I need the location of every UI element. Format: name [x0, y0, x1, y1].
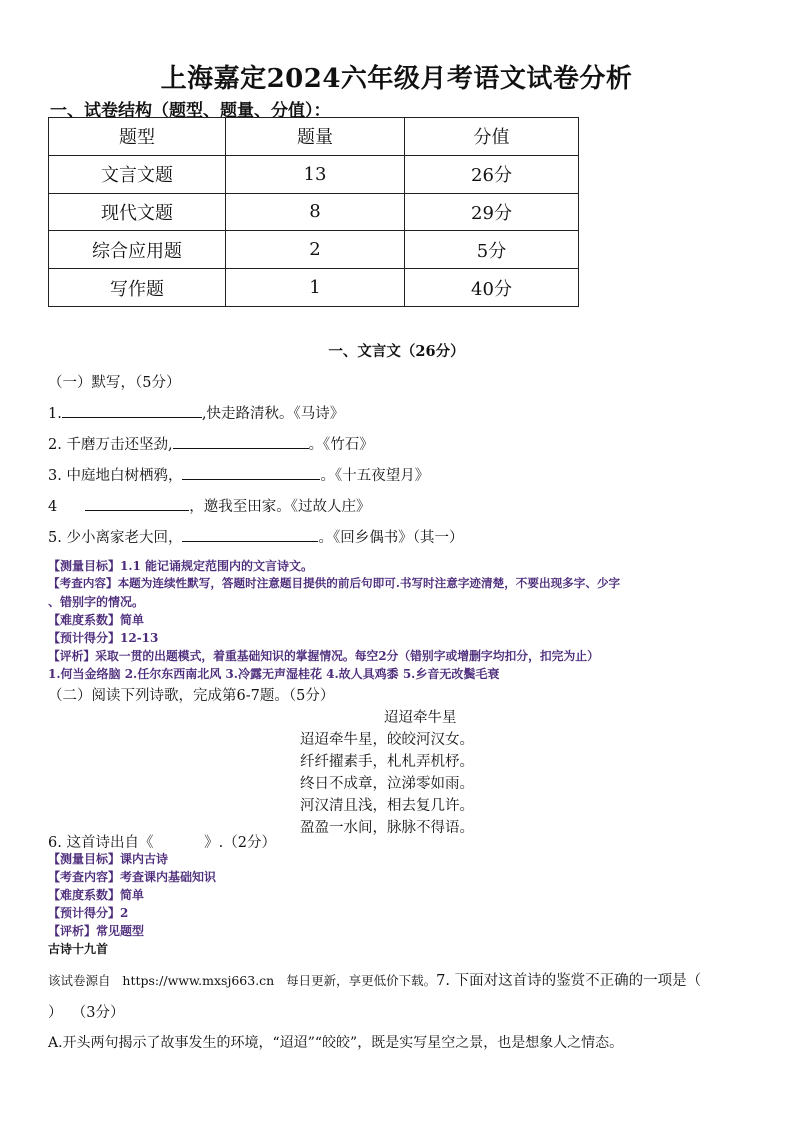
fill-item-prefix: 4 [48, 499, 58, 515]
table-row [49, 193, 579, 231]
note-analysis: 【评析】常见题型 [48, 924, 145, 938]
poem-line: 河汉清且浅，相去复几许。 [300, 798, 474, 814]
poem-line: 终日不成章，泣涕零如雨。 [300, 776, 474, 792]
table-cell: 13 [226, 155, 405, 193]
table-cell: 5分 [405, 231, 579, 269]
answers-dictation: 1.何当金络脑 2.任尔东西南北风 3.冷露无声湿桂花 4.故人具鸡黍 5.乡音无改鬓毛衰 [48, 667, 500, 681]
fill-item-3 [48, 464, 429, 485]
note-measurement-goal: 【测量目标】课内古诗 [48, 852, 169, 866]
note-difficulty: 【难度系数】简单 [48, 888, 145, 902]
fill-item-prefix: 2. 千磨万击还坚劲, [48, 437, 173, 453]
section-heading-structure: 一、试卷结构（题型、题量、分值）： [50, 101, 331, 121]
question-6: 6. 这首诗出自《 》.（2分） [48, 835, 276, 851]
fill-item-1 [48, 402, 344, 423]
note-content-cont: 、错别字的情况。 [48, 595, 145, 609]
fill-item-suffix: 。《竹石》 [308, 437, 374, 453]
poem-line: 盈盈一水间，脉脉不得语。 [300, 820, 474, 836]
table-cell: 8 [226, 193, 405, 231]
structure-table [48, 117, 579, 307]
poem-line: 纤纤擢素手，札札弄机杼。 [300, 754, 474, 770]
table-cell: 写作题 [49, 269, 226, 307]
table-row [49, 269, 579, 307]
option-a: A.开头两句揭示了故事发生的环境，“迢迢”“皎皎”，既是实写星空之景，也是想象人之情态。 [48, 1035, 624, 1051]
fill-item-4 [48, 495, 370, 516]
table-cell: 文言文题 [49, 155, 226, 193]
part-heading-classical: 一、文言文（26分） [328, 343, 465, 360]
answer-blank[interactable] [62, 403, 202, 418]
question-7-score: ） （3分） [48, 1005, 125, 1021]
fill-item-suffix: 。《十五夜望月》 [320, 468, 430, 484]
fill-item-5 [48, 526, 463, 547]
answer-blank[interactable] [182, 527, 318, 542]
fill-item-suffix: 。《回乡偶书》（其一） [318, 530, 464, 546]
answer-blank[interactable] [173, 434, 309, 449]
table-row [49, 231, 579, 269]
subsection-heading-dictation: （一）默写，（5分） [48, 375, 181, 391]
table-cell: 现代文题 [49, 193, 226, 231]
answer-blank[interactable] [182, 465, 320, 480]
note-content: 【考查内容】考查课内基础知识 [48, 870, 217, 884]
note-analysis: 【评析】采取一贯的出题模式，着重基础知识的掌握情况。每空2分（错别字或增删字均扣分，扣完为止） [48, 649, 599, 663]
poem-title: 迢迢牵牛星 [384, 710, 457, 726]
note-expected-score: 【预计得分】12-13 [48, 631, 159, 645]
note-measurement-goal: 【测量目标】1.1 能记诵规定范围内的文言诗文。 [48, 559, 314, 573]
table-cell: 1 [226, 269, 405, 307]
table-cell: 29分 [405, 193, 579, 231]
source-and-question-7 [48, 969, 701, 990]
table-header-cell: 分值 [405, 118, 579, 156]
table-header-cell: 题型 [49, 118, 226, 156]
answer-blank[interactable] [85, 496, 189, 511]
fill-item-prefix: 3. 中庭地白树栖鸦， [48, 468, 183, 484]
subsection-heading-poem: （二）阅读下列诗歌，完成第6-7题。（5分） [48, 688, 335, 704]
fill-item-prefix: 1. [48, 406, 62, 422]
fill-item-suffix: ,快走路清秋。《马诗》 [201, 406, 345, 422]
poem-line: 迢迢牵牛星，皎皎河汉女。 [300, 732, 474, 748]
fill-item-suffix: ，邀我至田家。《过故人庄》 [189, 499, 371, 515]
table-cell: 2 [226, 231, 405, 269]
table-cell: 26分 [405, 155, 579, 193]
source-line: 该试卷源自 https://www.mxsj663.cn 每日更新，享更低价下载。 [48, 973, 437, 988]
table-cell: 40分 [405, 269, 579, 307]
table-row [49, 155, 579, 193]
note-difficulty: 【难度系数】简单 [48, 613, 145, 627]
question-7: 7. 下面对这首诗的鉴赏不正确的一项是（ [436, 973, 702, 989]
table-header-cell: 题量 [226, 118, 405, 156]
answer-6: 古诗十九首 [48, 942, 109, 956]
page-title: 上海嘉定2024六年级月考语文试卷分析 [160, 64, 633, 94]
note-content: 【考查内容】本题为连续性默写，答题时注意题目提供的前后句即可.书写时注意字迹清楚，不要出现多字、少字 [48, 576, 621, 590]
fill-item-prefix: 5. 少小离家老大回， [48, 530, 183, 546]
note-expected-score: 【预计得分】2 [48, 906, 129, 920]
fill-item-2 [48, 433, 374, 454]
table-header-row [49, 118, 579, 156]
table-cell: 综合应用题 [49, 231, 226, 269]
